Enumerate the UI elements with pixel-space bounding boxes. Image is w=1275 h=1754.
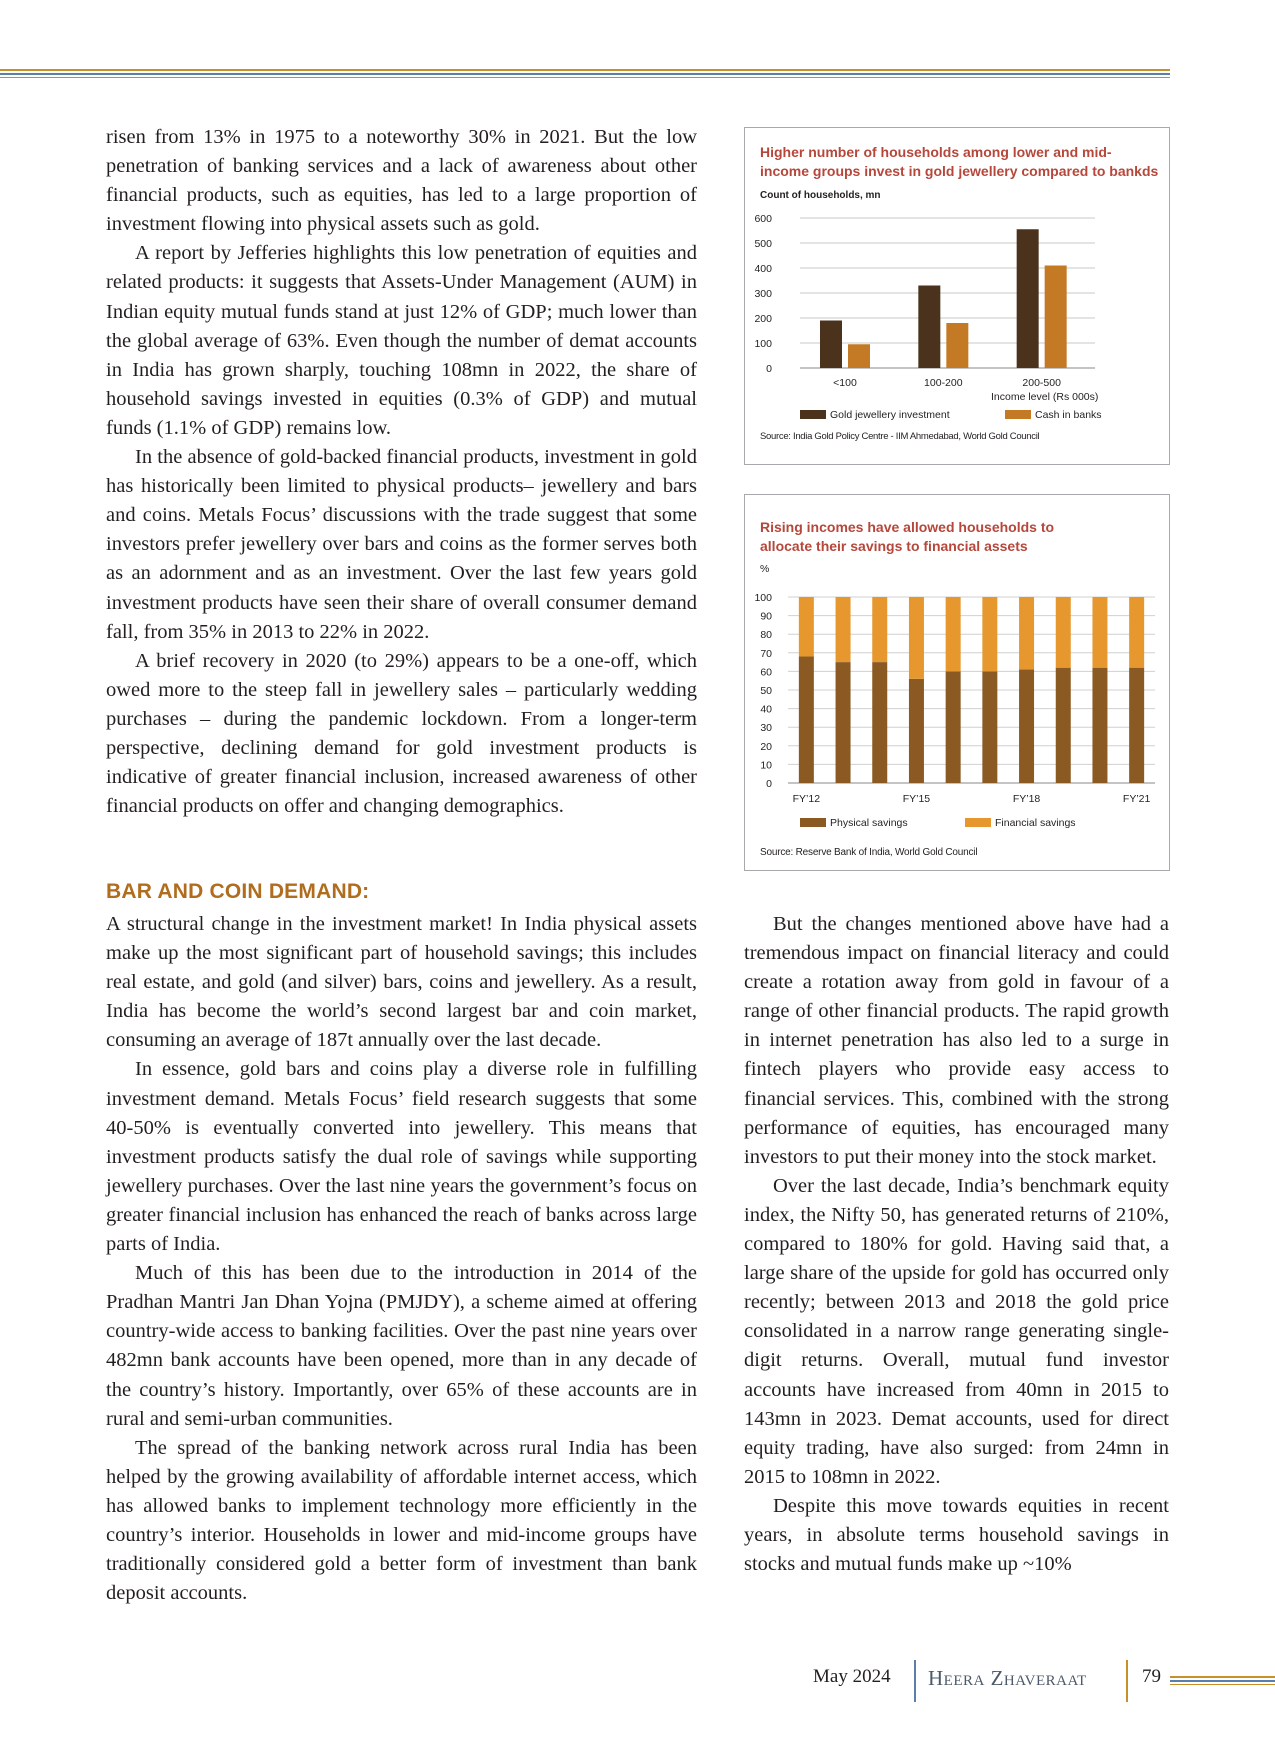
paragraph: Over the last decade, India’s benchmark equity index, the Nifty 50, has generated returns of 210%, compared to 180% for gold. Having said that, a large share of the upside for gold has occurred only recently; between 2013 and 2018 the gold price consolidated in a narrow range generating single-digit returns. Overall, mutual fund investor accounts have increased from 40mn in 2015 to 143mn in 2023. Demat accounts, used for direct equity trading, have also surged: from 24mn in 2015 to 108mn in 2022. [744,1174,1169,1488]
bar-financial-savings [1129,597,1144,668]
chart1-ylabel: Count of households, mn [760,190,881,201]
left-column-bottom [106,910,697,1608]
paragraph: risen from 13% in 1975 to a noteworthy 30% in 2021. But the low penetration of banking services and a lack of awareness about other financial products, such as equities, has led to a large proportion of investment flowing into physical assets such as gold. [106,126,697,236]
left-column-top [106,123,697,821]
paragraph: In essence, gold bars and coins play a diverse role in fulfilling investment demand. Metals Focus’ field research suggests that some 40-50% is eventually converted into jewellery. This means that investment products satisfy the dual role of savings while supporting jewellery purchases. Over the last nine years the government’s focus on greater financial inclusion has enhanced the reach of banks across large parts of India. [106,1058,697,1256]
y-tick-label: 50 [760,685,772,697]
y-tick-label: 30 [760,722,772,735]
bar-physical-savings [946,671,961,783]
top-rule-gold-2 [0,77,1170,78]
bar-physical-savings [982,671,997,783]
y-tick-label: 0 [766,778,772,790]
bar-financial-savings [982,597,997,671]
chart2-source: Source: Reserve Bank of India, World Gold Council [760,847,978,858]
y-tick-label: 200 [754,313,772,325]
bar-cash-in-banks [848,344,870,368]
y-tick-label: 600 [754,213,772,225]
x-tick-label: FY’18 [1012,793,1041,805]
chart2-plot [745,495,1169,870]
bar-financial-savings [909,597,924,679]
legend-label: Physical savings [830,817,908,829]
y-tick-label: 10 [760,759,772,772]
legend-label: Financial savings [995,817,1076,829]
footer-date: May 2024 [813,1666,891,1687]
y-tick-label: 500 [754,238,772,250]
bar-financial-savings [836,597,851,662]
bar-physical-savings [1056,668,1071,783]
chart1-source: Source: India Gold Policy Centre - IIM Ahmedabad, World Gold Council [760,431,1040,442]
footer-rule-gold [1170,1676,1275,1678]
x-tick-label: FY’12 [792,793,821,805]
bar-financial-savings [1092,597,1107,668]
chart-box-income-groups [744,127,1170,465]
legend-swatch [800,410,826,419]
y-tick-label: 100 [754,338,772,350]
y-tick-label: 40 [760,703,772,716]
bar-physical-savings [1019,670,1034,783]
x-tick-label: <100 [833,377,857,389]
bar-physical-savings [909,679,924,783]
page-number: 79 [1142,1666,1161,1687]
bar-financial-savings [799,597,814,657]
paragraph: But the changes mentioned above have had a tremendous impact on financial literacy and could create a rotation away from gold in favour of a range of other financial products. The rapid growth in internet penetration has also led to a surge in fintech players who provide easy access to financial services. This, combined with the strong performance of equities, has encouraged many investors to put their money into the stock market. [744,913,1169,1168]
legend-swatch [1005,410,1031,419]
y-tick-label: 90 [760,610,772,623]
bar-financial-savings [872,597,887,662]
footer-publication: Heera Zhaveraat [928,1666,1087,1690]
bar-financial-savings [1019,597,1034,670]
bar-cash-in-banks [1045,266,1067,369]
chart1-plot [745,128,1169,464]
legend-label: Gold jewellery investment [830,409,950,421]
paragraph: In the absence of gold-backed financial products, investment in gold has historically been limited to physical products– jewellery and bars and coins. Metals Focus’ discussions with the trade suggest that some investors prefer jewellery over bars and coins as the former serves both as an adornment and as an investment. Over the last few years gold investment products have seen their share of overall consumer demand fall, from 35% in 2013 to 22% in 2022. [106,446,697,643]
legend-swatch [800,818,826,827]
chart1-title: Higher number of households among lower and mid-income groups invest in gold jewellery compared to bankds [760,144,1159,179]
bar-physical-savings [872,662,887,783]
y-tick-label: 100 [754,592,772,604]
bar-financial-savings [1056,597,1071,668]
x-tick-label: 100-200 [924,377,963,389]
chart2-title: Rising incomes have allowed households to allocate their savings to financial assets [760,519,1055,554]
footer-rule-blue [1170,1680,1275,1682]
footer-divider-1 [914,1660,916,1702]
paragraph: A structural change in the investment market! In India physical assets make up the most significant part of household savings; this includes real estate, and gold (and silver) bars, coins and jewellery. As a result, India has become the world’s second largest bar and coin market, consuming an average of 187t annually over the last decade. [106,913,697,1052]
paragraph: The spread of the banking network across rural India has been helped by the growing availability of affordable internet access, which has allowed banks to implement technology more efficiently in the country’s interior. Households in lower and mid-income groups have traditionally considered gold a better form of investment than bank deposit accounts. [106,1436,697,1605]
legend-swatch [965,818,991,827]
y-tick-label: 60 [760,666,772,679]
bar-gold-jewellery-investment [1017,229,1039,368]
bar-cash-in-banks [946,323,968,368]
paragraph: Despite this move towards equities in recent years, in absolute terms household savings in stocks and mutual funds make up ~10% [744,1494,1169,1576]
bar-physical-savings [1129,668,1144,783]
bar-physical-savings [799,657,814,783]
y-tick-label: 80 [760,629,772,642]
bar-gold-jewellery-investment [820,321,842,369]
y-tick-label: 0 [766,363,772,375]
right-column-bottom [744,910,1169,1579]
top-rule-blue [0,73,1170,75]
y-tick-label: 300 [754,288,772,300]
x-tick-label: FY’15 [902,793,931,805]
bar-gold-jewellery-investment [918,286,940,369]
paragraph: Much of this has been due to the introduction in 2014 of the Pradhan Mantri Jan Dhan Yojna (PMJDY), a scheme aimed at offering country-wide access to banking facilities. Over the past nine years over 482mn bank accounts have been opened, more than in any decade of the country’s history. Importantly, over 65% of these accounts are in rural and semi-urban communities. [106,1262,697,1430]
bar-financial-savings [946,597,961,671]
chart-box-savings-split [744,494,1170,871]
chart2-ylabel: % [760,563,770,575]
bar-physical-savings [1092,668,1107,783]
x-tick-label: 200-500 [1022,377,1061,389]
footer-rule-gold-2 [1170,1684,1275,1685]
section-heading: BAR AND COIN DEMAND: [106,880,370,903]
y-tick-label: 70 [760,647,772,660]
bar-physical-savings [836,662,851,783]
paragraph: A report by Jefferies highlights this low penetration of equities and related products: it suggests that Assets-Under Management (AUM) in Indian equity mutual funds stand at just 12% of GDP; much lower than the global average of 63%. Even though the number of demat accounts in India has grown sharply, touching 108mn in 2022, the share of household savings invested in equities (0.3% of GDP) and mutual funds (1.1% of GDP) remains low. [106,242,697,439]
top-rule-gold [0,69,1170,71]
paragraph: A brief recovery in 2020 (to 29%) appears to be a one-off, which owed more to the steep fall in jewellery sales – particularly wedding purchases – during the pandemic lockdown. From a longer-term perspective, declining demand for gold investment products is indicative of greater financial inclusion, increased awareness of other financial products on offer and changing demographics. [106,649,697,818]
footer-divider-2 [1126,1660,1128,1702]
y-tick-label: 20 [760,740,772,753]
chart1-xlabel: Income level (Rs 000s) [991,391,1099,403]
legend-label: Cash in banks [1035,409,1102,421]
x-tick-label: FY’21 [1122,793,1151,805]
y-tick-label: 400 [754,263,772,275]
